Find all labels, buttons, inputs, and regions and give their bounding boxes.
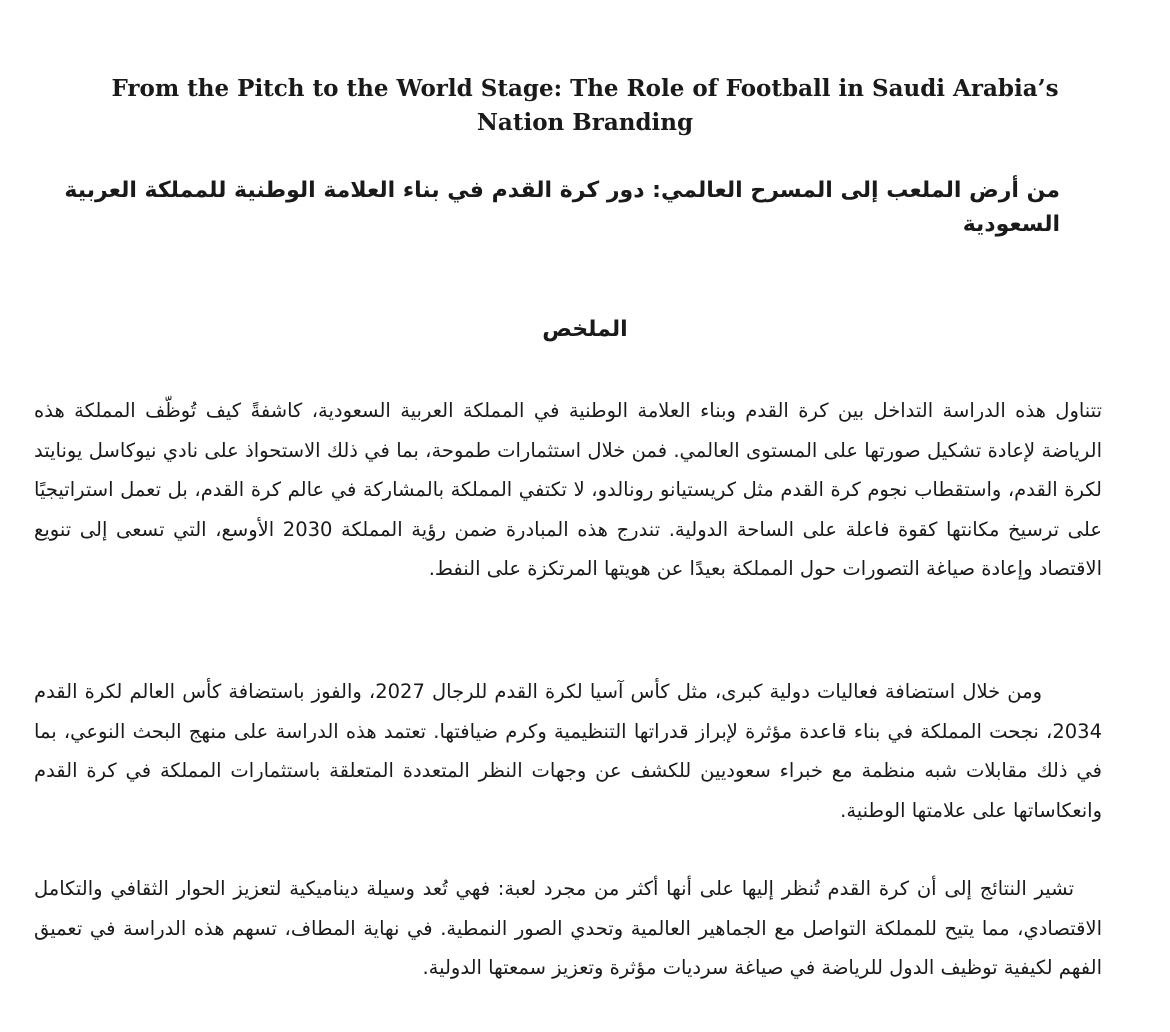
title-english: From the Pitch to the World Stage: The Role of Football in Saudi Arabia’s Nation Branding (111, 75, 1059, 136)
abstract-heading: الملخص (542, 317, 628, 342)
abstract-paragraph-2: ومن خلال استضافة فعاليات دولية كبرى، مثل كأس آسيا لكرة القدم للرجال 2027، والفوز باستضافة كأس العالم لكرة القدم 2034، نجحت المملكة في بناء قاعدة مؤثرة لإبراز قدراتها التنظيمية وكرم ضيافتها. تعتمد هذه الدراسة على منهج البحث النوعي، بما في ذلك مقابلات شبه منظمة مع خبراء سعوديين للكشف عن وجهات النظر المتعددة المتعلقة باستثمارات المملكة في كرة القدم وانعكاساتها على علامتها الوطنية. (34, 680, 1102, 822)
title-arabic: من أرض الملعب إلى المسرح العالمي: دور كرة القدم في بناء العلامة الوطنية للمملكة العربية السعودية (64, 178, 1060, 237)
abstract-paragraph-3: تشير النتائج إلى أن كرة القدم تُنظر إليها على أنها أكثر من مجرد لعبة: فهي تُعد وسيلة ديناميكية لتعزيز الحوار الثقافي والتكامل الاقتصادي، مما يتيح للمملكة التواصل مع الجماهير العالمية وتحدي الصور النمطية. في نهاية المطاف، تسهم هذه الدراسة في تعميق الفهم لكيفية توظيف الدول للرياضة في صياغة سرديات مؤثرة وتعزيز سمعتها الدولية. (34, 877, 1102, 979)
abstract-paragraph-1: تتناول هذه الدراسة التداخل بين كرة القدم وبناء العلامة الوطنية في المملكة العربية السعودية، كاشفةً كيف تُوظّف المملكة هذه الرياضة لإعادة تشكيل صورتها على المستوى العالمي. فمن خلال استثمارات طموحة، بما في ذلك الاستحواذ على نادي نيوكاسل يونايتد لكرة القدم، واستقطاب نجوم كرة القدم مثل كريستيانو رونالدو، لا تكتفي المملكة بالمشاركة في عالم كرة القدم، بل تعمل استراتيجيًا على ترسيخ مكانتها كقوة فاعلة على الساحة الدولية. تندرج هذه المبادرة ضمن رؤية المملكة 2030 الأوسع، التي تسعى إلى تنويع الاقتصاد وإعادة صياغة التصورات حول المملكة بعيدًا عن هويتها المرتكزة على النفط. (34, 399, 1102, 580)
